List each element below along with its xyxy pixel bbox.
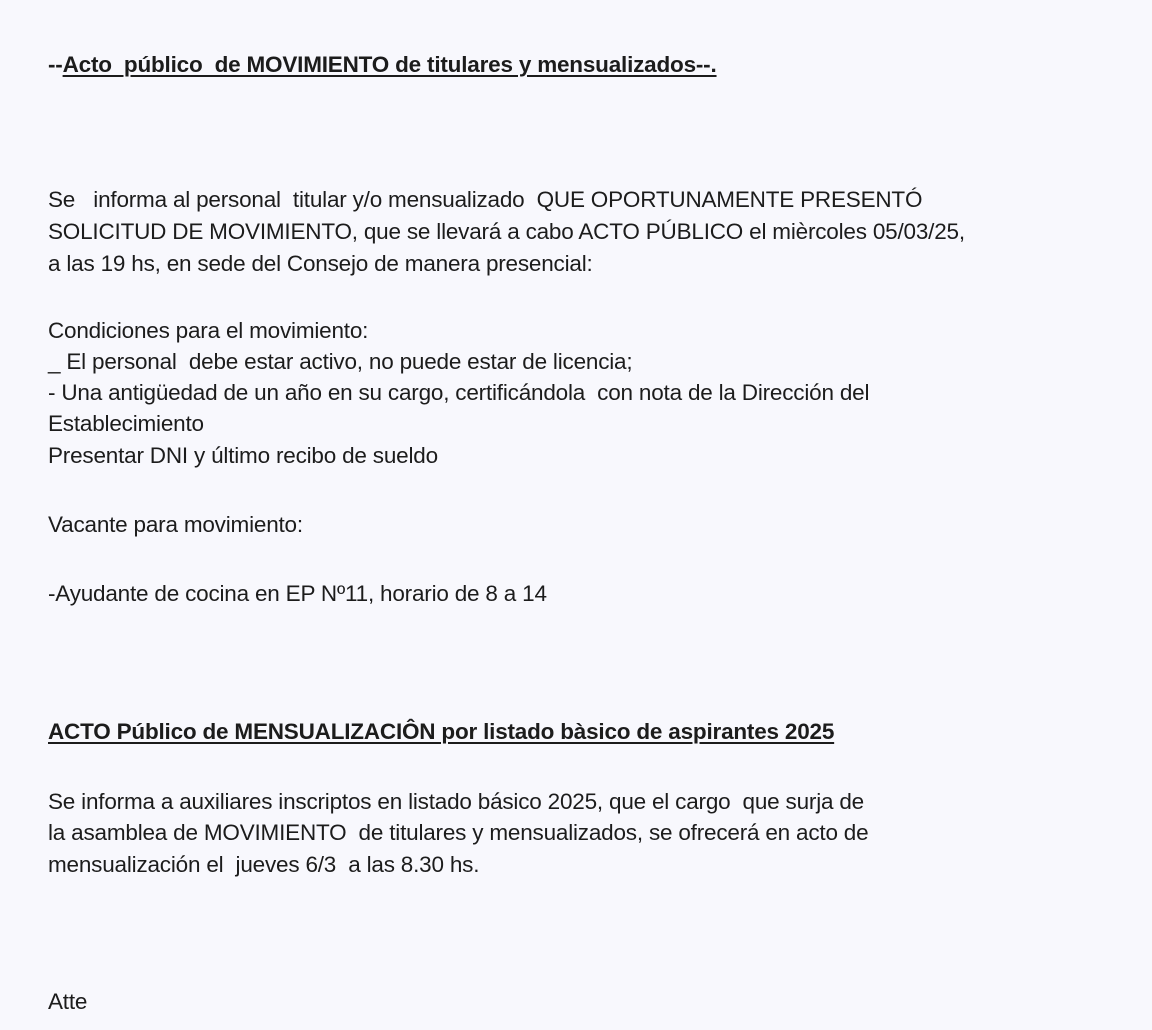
intro-line: Se informa al personal titular y/o mensualizado QUE OPORTUNAMENTE PRESENTÓ — [48, 187, 923, 212]
section2-line: mensualización el jueves 6/3 a las 8.30 hs. — [48, 852, 480, 877]
section2-line: Se informa a auxiliares inscriptos en listado básico 2025, que el cargo que surja de — [48, 789, 864, 814]
intro-line: SOLICITUD DE MOVIMIENTO, que se llevará a cabo ACTO PÚBLICO el mièrcoles 05/03/25, — [48, 219, 965, 244]
vacancy-label: Vacante para movimiento: — [48, 512, 303, 537]
conditions-heading: Condiciones para el movimiento: — [48, 318, 369, 343]
vacancy-item: -Ayudante de cocina en EP Nº11, horario de 8 a 14 — [48, 581, 547, 606]
closing: Atte — [48, 989, 88, 1014]
condition-item: _ El personal debe estar activo, no puede estar de licencia; — [48, 349, 633, 374]
condition-item: Establecimiento — [48, 411, 204, 436]
title-text: Acto público de MOVIMIENTO de titulares y mensualizados--. — [62, 52, 717, 77]
title-prefix: -- — [48, 52, 63, 77]
condition-item: - Una antigüedad de un año en su cargo, certificándola con nota de la Dirección del — [48, 380, 870, 405]
document-title — [48, 50, 717, 80]
section2-line: la asamblea de MOVIMIENTO de titulares y mensualizados, se ofrecerá en acto de — [48, 820, 869, 845]
section2-heading: ACTO Público de MENSUALIZACIÔN por listado bàsico de aspirantes 2025 — [48, 719, 835, 744]
condition-item: Presentar DNI y último recibo de sueldo — [48, 443, 438, 468]
intro-line: a las 19 hs, en sede del Consejo de manera presencial: — [48, 251, 593, 276]
